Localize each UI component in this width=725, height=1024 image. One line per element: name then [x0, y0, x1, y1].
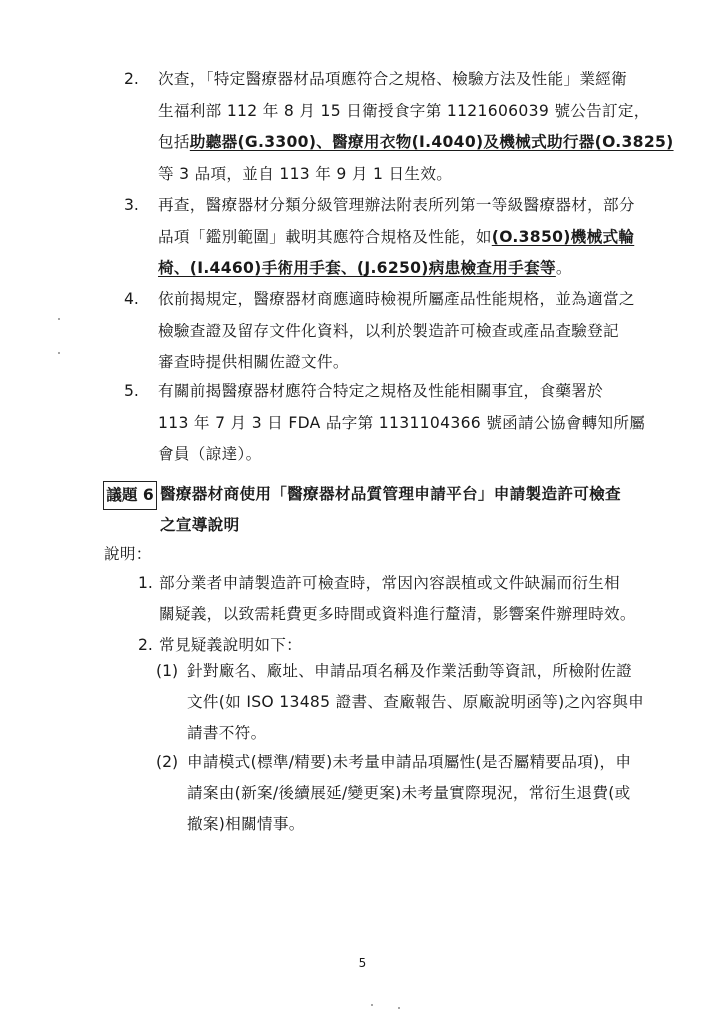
item-text-line	[158, 253, 572, 285]
emphasized-text: (O.3850)機械式輪	[491, 227, 635, 246]
explanation-subpoint-line: 文件(如 ISO 13485 證書、查廠報告、原廠說明函等)之內容與申	[187, 693, 644, 711]
item-text-line	[158, 127, 674, 159]
emphasized-text: 助聽器(G.3300)、醫療用衣物(I.4040)及機械式助行器(O.3825)	[189, 133, 674, 151]
explanation-point-line: 常見疑義說明如下：	[159, 636, 303, 654]
explanation-point-line: 關疑義，以致需耗費更多時間或資料進行釐清，影響案件辦理時效。	[159, 605, 636, 623]
text-segment: 品項「鑑別範圍」載明其應符合規格及性能，如	[158, 227, 492, 246]
item-text-line	[158, 408, 645, 440]
scan-speck	[371, 1004, 373, 1006]
text-segment: 113 年 7 月 3 日 FDA 品字第 1131104366 號函請公協會轉知所屬	[158, 413, 646, 432]
item-text-line	[158, 222, 634, 254]
item-number: 5.	[124, 382, 139, 400]
explanation-subpoint-number: (2)	[156, 753, 179, 771]
explanation-subpoint-line: 撤案)相關情事。	[187, 815, 305, 833]
explanation-subpoint-line: 請書不符。	[187, 724, 267, 742]
item-number: 2.	[124, 70, 139, 88]
text-segment: 生福利部 112 年 8 月 15 日衛授食字第 1121606039 號公告訂定，	[158, 101, 650, 120]
item-text-line	[158, 284, 635, 316]
item-text-line	[158, 376, 603, 408]
emphasized-text: 椅、(I.4460)手術用手套、(J.6250)病患檢查用手套等	[158, 259, 556, 277]
item-text-line	[158, 96, 650, 128]
item-number: 4.	[124, 290, 139, 308]
item-text-line	[158, 159, 452, 191]
text-segment: 會員（諒達）。	[158, 445, 262, 463]
explanation-subpoint-line: 請案由(新案/後續展延/變更案)未考量實際現況，常衍生退費(或	[187, 784, 631, 802]
text-segment: 包括	[158, 133, 190, 151]
explanation-heading: 說明：	[104, 545, 152, 563]
item-text-line	[158, 439, 261, 471]
agenda-title-line-1: 醫療器材商使用「醫療器材品質管理申請平台」申請製造許可檢查	[160, 485, 621, 503]
item-number: 3.	[124, 196, 139, 214]
text-segment: 有關前揭醫療器材應符合特定之規格及性能相關事宜，食藥署於	[158, 382, 604, 400]
text-segment: 。	[555, 259, 572, 277]
agenda-label: 議題 6	[103, 481, 157, 510]
explanation-subpoint-line: 針對廠名、廠址、申請品項名稱及作業活動等資訊，所檢附佐證	[187, 662, 633, 680]
text-segment: 依前揭規定，醫療器材商應適時檢視所屬產品性能規格，並為適當之	[158, 290, 635, 308]
page-number: 5	[358, 956, 367, 970]
explanation-subpoint-number: (1)	[156, 662, 179, 680]
explanation-point-line: 部分業者申請製造許可檢查時，常因內容誤植或文件缺漏而衍生相	[159, 574, 620, 592]
text-segment: 再查，醫療器材分類分級管理辦法附表所列第一等級醫療器材，部分	[158, 196, 635, 214]
text-segment: 檢驗查證及留存文件化資料，以利於製造許可檢查或產品查驗登記	[158, 321, 619, 340]
item-text-line	[158, 190, 635, 222]
explanation-point-number: 2.	[138, 636, 153, 654]
text-segment: 次查，「特定醫療器材品項應符合之規格、檢驗方法及性能」業經衛	[158, 70, 628, 88]
scan-speck	[398, 1007, 400, 1009]
scan-speck	[58, 318, 60, 320]
explanation-subpoint-line: 申請模式(標準/精要)未考量申請品項屬性(是否屬精要品項)，申	[187, 753, 632, 771]
text-segment: 審查時提供相關佐證文件。	[158, 353, 349, 371]
scan-speck	[58, 352, 60, 354]
item-text-line	[158, 347, 349, 379]
item-text-line	[158, 316, 619, 348]
explanation-point-number: 1.	[138, 574, 153, 592]
agenda-title-line-2: 之宣導說明	[160, 516, 240, 534]
text-segment: 等 3 品項，並自 113 年 9 月 1 日生效。	[158, 164, 453, 183]
item-text-line	[158, 64, 627, 96]
